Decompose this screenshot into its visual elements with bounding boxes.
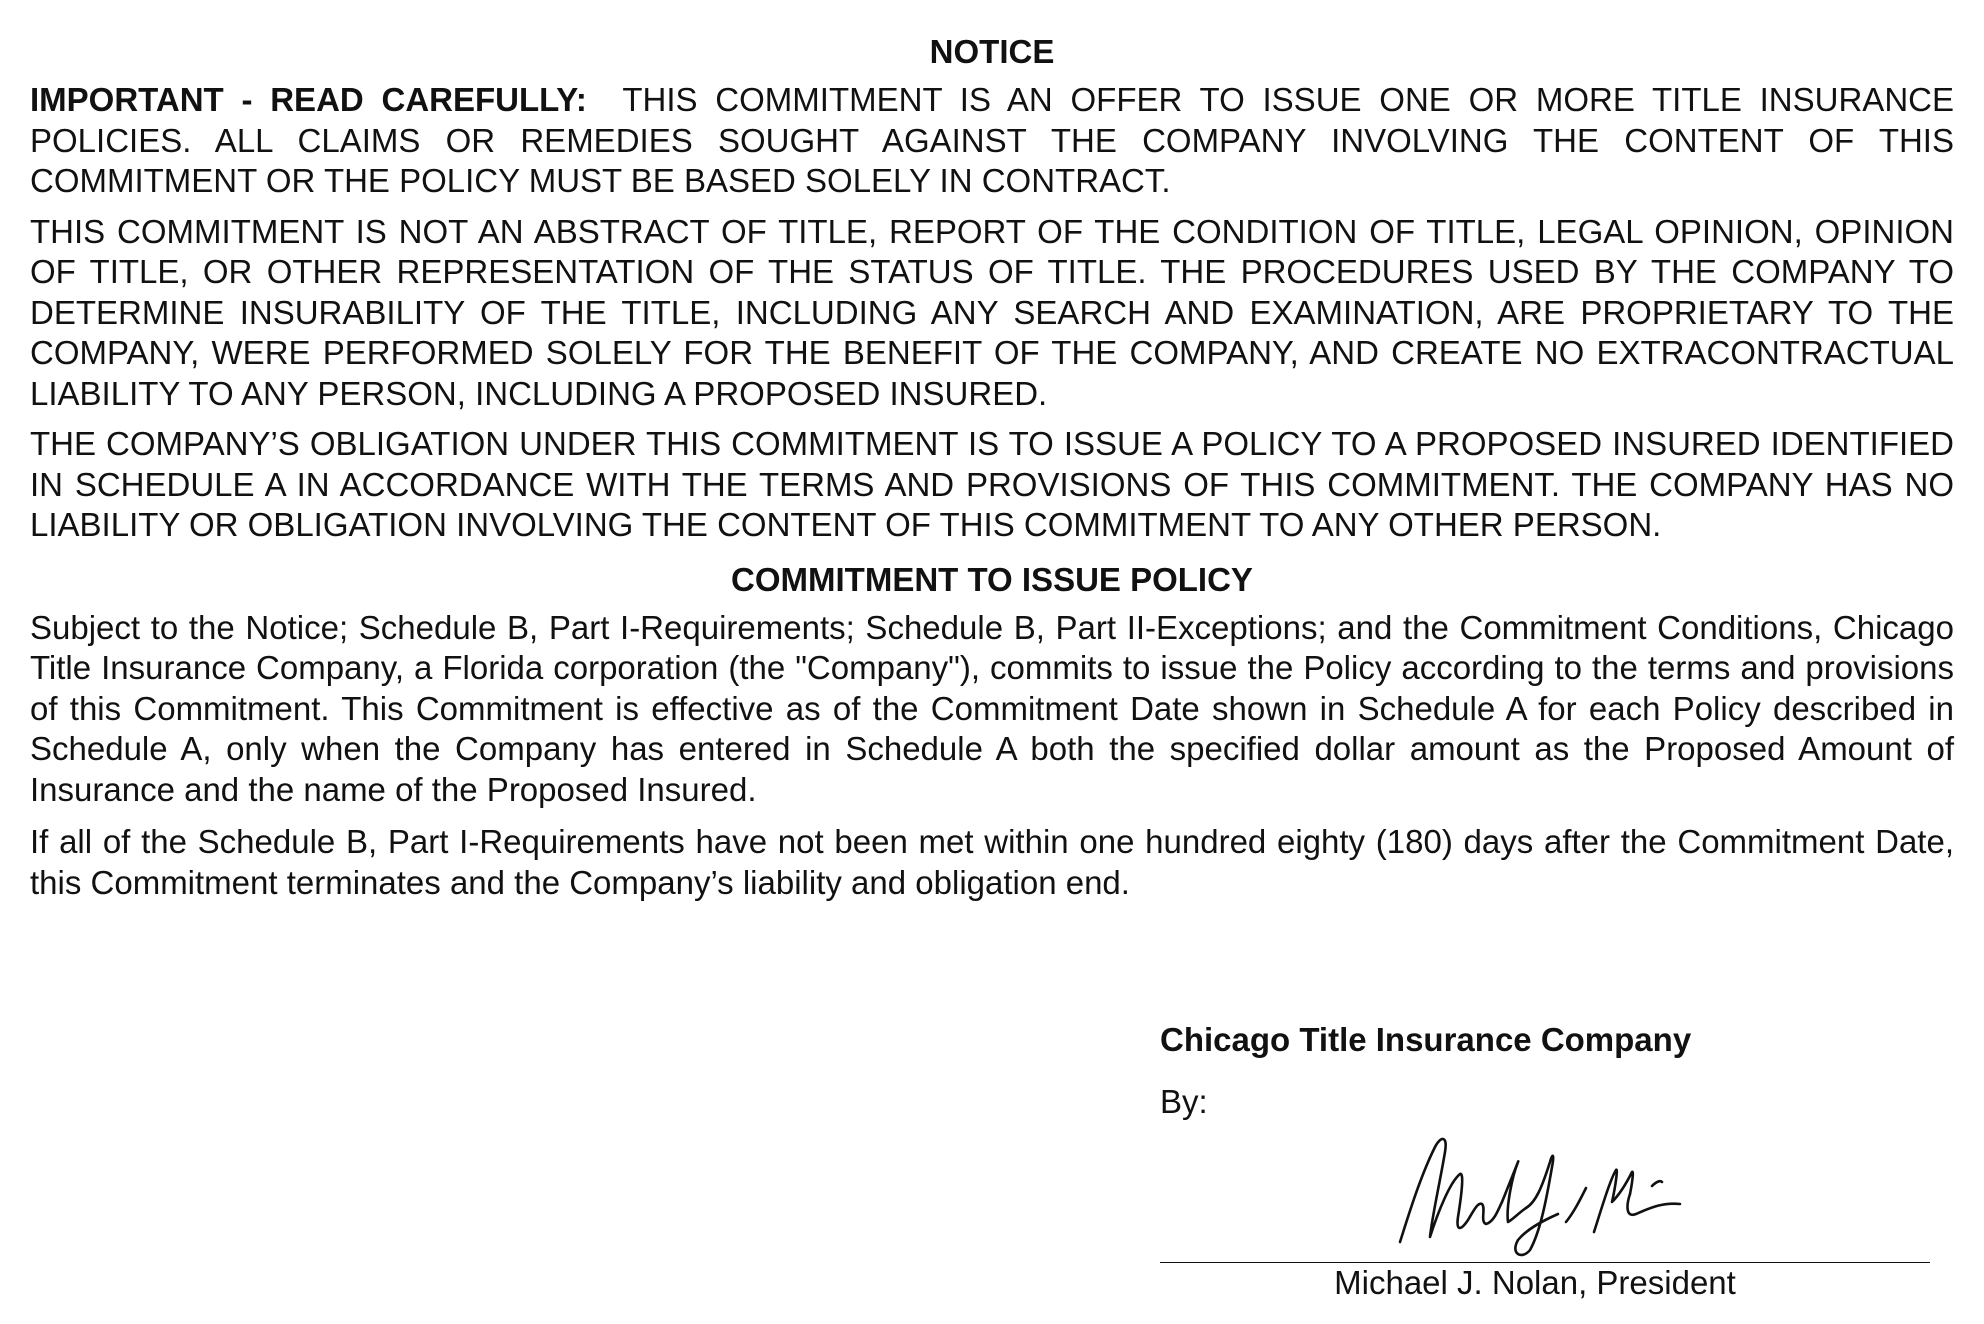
handwritten-signature xyxy=(1390,1122,1690,1262)
document-page xyxy=(30,32,1954,903)
notice-paragraph-1-text: THIS COMMITMENT IS AN OFFER TO ISSUE ONE OR MORE TITLE INSURANCE POLICIES. ALL CLAIMS OR REMEDIES SOUGHT AGAINST THE COMPANY INVOLVING THE CONTENT OF THIS COMMITMENT OR THE POLICY MUST BE BASED SOLELY IN CONTRACT. xyxy=(30,81,1954,199)
company-name: Chicago Title Insurance Company xyxy=(1160,1021,1692,1058)
signature-area xyxy=(1160,1122,1930,1262)
commitment-paragraph-2: If all of the Schedule B, Part I-Requirements have not been met within one hundred eighty (180) days after the Commitment Date, this Commitment terminates and the Company’s liability and obligation end. xyxy=(30,823,1954,901)
signer-name: Michael J. Nolan, President xyxy=(1334,1264,1736,1301)
notice-title: NOTICE xyxy=(929,33,1055,70)
signature-block xyxy=(1160,1020,1930,1303)
commitment-paragraph-1: Subject to the Notice; Schedule B, Part I-Requirements; Schedule B, Part II-Exceptions; and the Commitment Conditions, Chicago Title Insurance Company, a Florida corporation (the "Company"), commits to issue the Policy according to the terms and provisions of this Commitment. This Commitment is effective as of the Commitment Date shown in Schedule A for each Policy described in Schedule A, only when the Company has entered in Schedule A both the specified dollar amount as the Proposed Amount of Insurance and the name of the Proposed Insured. xyxy=(30,608,1954,808)
notice-paragraph-1 xyxy=(30,80,1954,202)
by-label: By: xyxy=(1160,1083,1208,1120)
important-lead: IMPORTANT - READ CAREFULLY: xyxy=(30,81,587,118)
commitment-title: COMMITMENT TO ISSUE POLICY xyxy=(731,560,1253,598)
notice-paragraph-3: THE COMPANY’S OBLIGATION UNDER THIS COMMITMENT IS TO ISSUE A POLICY TO A PROPOSED INSURED IDENTIFIED IN SCHEDULE A IN ACCORDANCE WITH THE TERMS AND PROVISIONS OF THIS COMMITMENT. THE COMPANY HAS NO LIABILITY OR OBLIGATION INVOLVING THE CONTENT OF THIS COMMITMENT TO ANY OTHER PERSON. xyxy=(30,425,1954,543)
notice-paragraph-2: THIS COMMITMENT IS NOT AN ABSTRACT OF TITLE, REPORT OF THE CONDITION OF TITLE, LEGAL OPINION, OPINION OF TITLE, OR OTHER REPRESENTATION OF THE STATUS OF TITLE. THE PROCEDURES USED BY THE COMPANY TO DETERMINE INSURABILITY OF THE TITLE, INCLUDING ANY SEARCH AND EXAMINATION, ARE PROPRIETARY TO THE COMPANY, WERE PERFORMED SOLELY FOR THE BENEFIT OF THE COMPANY, AND CREATE NO EXTRACONTRACTUAL LIABILITY TO ANY PERSON, INCLUDING A PROPOSED INSURED. xyxy=(30,212,1954,412)
